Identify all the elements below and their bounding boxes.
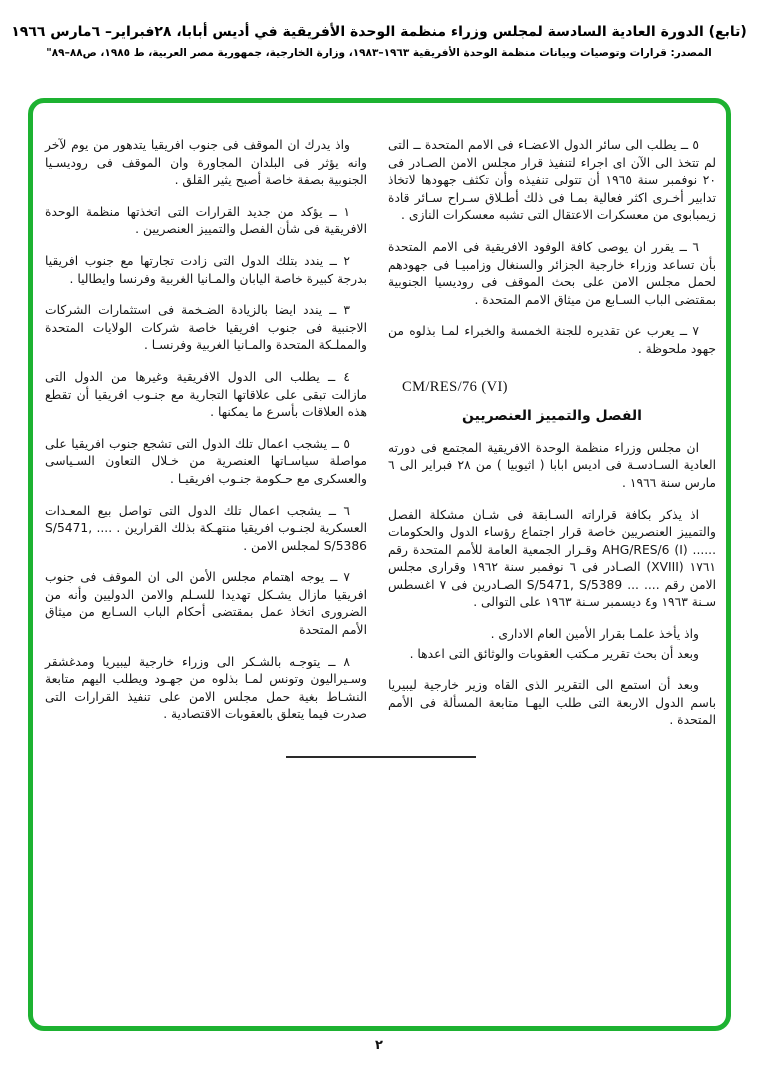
paragraph-item-7: ٧ ــ يعرب عن تقديره للجنة الخمسة والخبراء لمـا بذلوه من جهود ملحوظة .: [388, 324, 716, 356]
preamble-situation: واذ يدرك ان الموقف فى جنوب افريقيا يتدهور من يوم لآخر وانه يؤثر فى البلدان المجاورة وان الموقف فى روديسـيا الجنوبية بصفة خاصة أصبح يثير القلق .: [45, 138, 367, 188]
paragraph-item-6: ٦ ــ يقرر ان يوصى كافة الوفود الافريقية فى الامم المتحدة بأن تساعد وزراء خارجية الجزائر والسنغال وزامبيـا فى جهودهم لحمل مجلس الامن على بحث الموقف فى روديسيا الجنوبية بمقتضى الباب السـابع من ميثاق الامم المتحدة .: [388, 239, 716, 307]
paragraph-item-1: ١ ــ يؤكد من جديد القرارات التى اتخذتها منظمة الوحدة الافريقية فى شأن الفصل والتمييز العنصريين .: [45, 204, 367, 237]
right-column: [388, 137, 716, 744]
resolution-reference-code: CM/RES/76 (VI): [402, 378, 508, 395]
paragraph-item-5: ٥ ــ يطلب الى سائر الدول الاعضـاء فى الامم المتحدة ــ التى لم تتخذ الى الآن اى اجراء لتنفيذ قرار مجلس الامن الصـادر فى ٢٠ نوفمبر سنة ١٩٦٥ أن تتولى تنفيذه وأن تكثف جهودها لاتخاذ تدابير أخـرى اكثر فعالية بمـا فى ذلك أطـلاق سـراح سـائر قادة زيمبابوى من معسكرات الاعتقال التى تشبه معسكرات النازى .: [388, 138, 716, 223]
preamble-recalling: اذ يذكر بكافة قراراته السـابقة فى شـان مشكلة الفصل والتمييز العنصريين خاصة قرار اجتماع رؤساء الدول والحكومات ...... AHG/RES/6 (I) وقـرار الجمعية العامة للأمم المتحدة رقم ١٧٦١ (XVIII) الصـادر فى ٦ نوفمبر سنة ١٩٦٢ وقرارى مجلس الامن رقم .... ... S/5471, S/5389 الصـادرين فى ٧ اغسطس سـنة ١٩٦٣ و٤ ديسمبر سـنة ١٩٦٣ على التوالى .: [388, 507, 717, 610]
preamble-liberia-report: وبعد أن استمع الى التقرير الذى القاه وزير خارجية ليبيريا باسم الدول الاربعة التى طلب اليهـا متابعة المسألة فى الأمم المتحدة .: [388, 678, 716, 728]
preamble-session: ان مجلس وزراء منظمة الوحدة الافريقية المجتمع فى دورته العادية السـادسـة فى اديس ابابا ( اثيوبيا ) من ٢٨ فبراير الى ٦ مارس سنة ١٩٦٦ .: [388, 440, 717, 490]
green-border-frame: [28, 98, 731, 1031]
session-title: (تابع) الدورة العادية السادسة لمجلس وزراء منظمة الوحدة الأفريقية في أديس أبابا، ٢٨فبراير– ٦مارس ١٩٦٦: [11, 24, 747, 40]
page-header: [0, 24, 758, 59]
page-number: ٢: [375, 1038, 383, 1053]
preamble-noting: واذ يأخذ علمـا بقرار الأمين العام الادارى .: [490, 627, 699, 642]
end-divider-rule: [286, 756, 476, 758]
paragraph-item-3: ٣ ــ يندد ايضا بالزيادة الضـخمة فى استثمارات الشركات الاجنبية فى جنوب افريقيا خاصة شركات الولايات المتحدة والمملـكة المتحدة والمـانيا الغربية وفرنسـا .: [45, 303, 367, 353]
paragraph-item-2: ٢ ــ يندد بتلك الدول التى زادت تجارتها مع جنوب افريقيا بدرجة كبيرة خاصة اليابان والمـانيا الغربية وفرنسا وايطاليا .: [45, 253, 367, 286]
paragraph-item-5-left: ٥ ــ يشجب اعمال تلك الدول التى تشجع جنوب افريقيا على مواصلة سياسـاتها العنصرية من خـلال التعاون السـياسى والعسكرى مع حـكومة جنـوب افريقيـا .: [45, 436, 367, 486]
source-citation: المصدر: قرارات وتوصيات وبيانات منظمة الوحدة الأفريقية ١٩٦٣–١٩٨٣، وزارة الخارجية، جمهورية مصر العربية، ط ١٩٨٥، ص٨٨–٨٩": [46, 47, 712, 59]
left-column: [45, 137, 367, 758]
section-title: الفصل والتمييز العنصريين: [462, 408, 642, 425]
paragraph-item-4: ٤ ــ يطلب الى الدول الافريقية وغيرها من الدول التى مازالت تبقى على علاقاتها التجارية مع جنـوب افريقيا أن تقطع هذه العلاقات بأسرع ما يمكنها .: [45, 369, 367, 420]
paragraph-item-7-left: ٧ ــ يوجه اهتمام مجلس الأمن الى ان الموقف فى جنوب افريقيا مازال يشـكل تهديدا للسـلم والامن الدوليين وأنه من الضرورى اتخاذ عمل بمقتضى أحكام الباب السـابع من ميثاق الأمم المتحدة: [45, 570, 367, 638]
preamble-sanctions-report: وبعد أن بحث تقرير مـكتب العقوبات والوثائق التى اعدها .: [409, 646, 699, 661]
paragraph-item-6-left: ٦ ــ يشجب اعمال تلك الدول التى تواصل بيع المعـدات العسكرية لجنـوب افريقيا منتهـكة بذلك القرارين . .... S/5471, S/5386 لمجلس الامن .: [45, 503, 367, 553]
paragraph-item-8: ٨ ــ يتوجـه بالشـكر الى وزراء خارجية ليبيريا ومدغشقر وسـيراليون وتونس لمـا بذلوه من جهـود ويطلب اليهم متابعة النشـاط بغية حمل مجلس الامن على تنفيذ القرارات التى صدرت فيما يتعلق بالعقوبات الاقتصادية .: [45, 654, 367, 722]
